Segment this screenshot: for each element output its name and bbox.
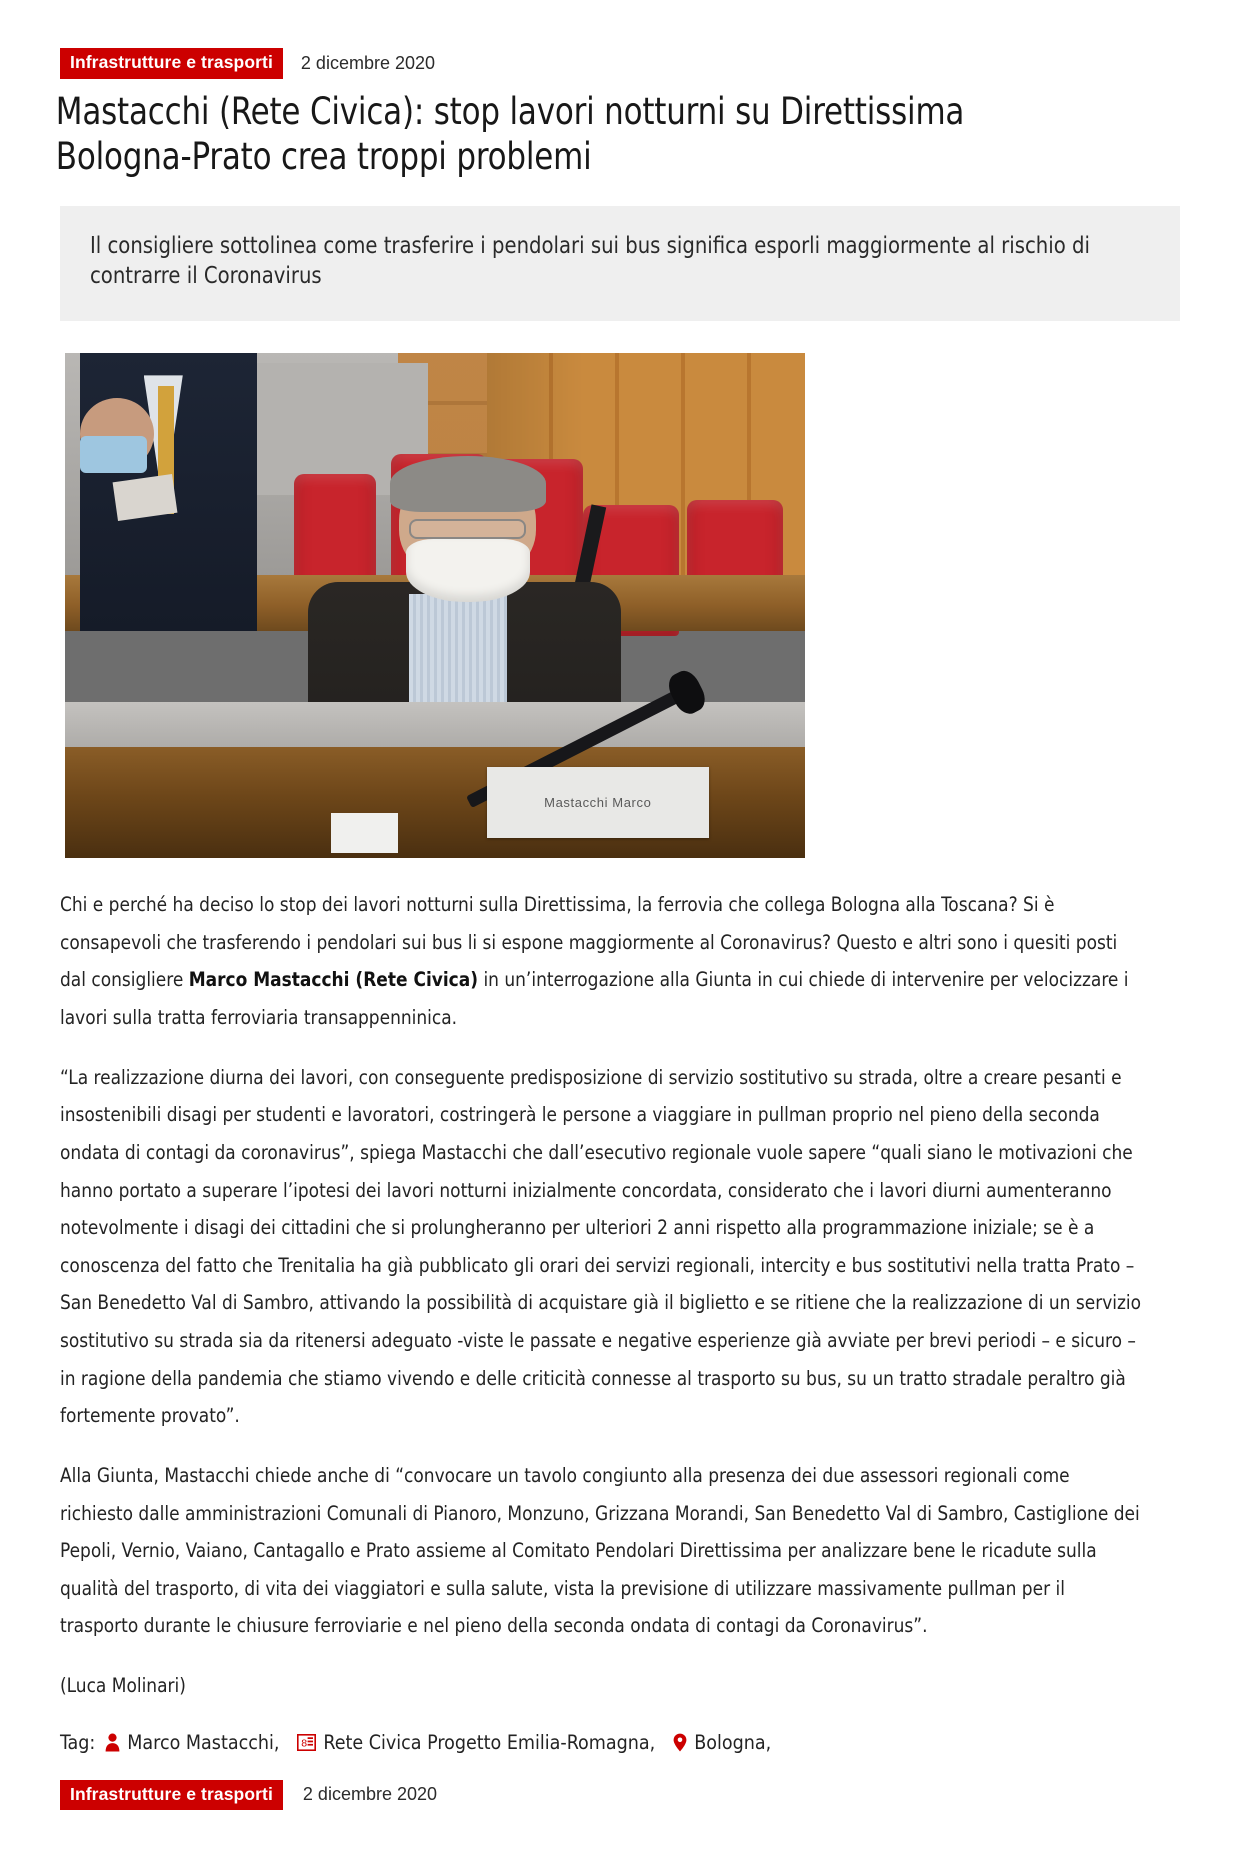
footer-category-badge[interactable]: Infrastrutture e trasporti xyxy=(60,1780,283,1811)
photo-nameplate xyxy=(487,767,709,838)
footer-date: 2 dicembre 2020 xyxy=(302,1784,438,1805)
tag-item-person[interactable] xyxy=(105,1731,279,1754)
id-card-icon xyxy=(297,1734,316,1751)
kicker-row xyxy=(0,0,1240,79)
paragraph-1-part-a: Chi e perché ha deciso lo stop dei lavori notturni sulla Direttissima, la ferrovia che collega Bologna alla Toscana? Si è consapevoli che trasferendo i pendolari sui bus li si espone maggiormente al Coronavirus? Questo e altri sono i quesiti posti dal consigliere xyxy=(60,893,1118,992)
photo-nameplate-text: Mastacchi Marco xyxy=(544,795,652,811)
svg-text:8: 8 xyxy=(301,1737,308,1750)
page-title: Mastacchi (Rete Civica): stop lavori notturni su Direttissima Bologna-Prato crea troppi problemi xyxy=(55,89,965,179)
tag-item-party[interactable] xyxy=(297,1731,655,1754)
paragraph-3: Alla Giunta, Mastacchi chiede anche di “convocare un tavolo congiunto alla presenza dei due assessori regionali come richiesto dalle amministrazioni Comunali di Pianoro, Monzuno, Grizzana Morandi, San Benedetto Val di Sambro, Castiglione dei Pepoli, Vernio, Vaiano, Cantagallo e Prato assieme al Comitato Pendolari Direttissima per analizzare bene le ricadute sulla qualità del trasporto, di vita dei viaggiatori e sulla salute, vista la previsione di utilizzare massivamente pullman per il trasporto durante le chiusure ferroviarie e nel pieno della seconda ondata di contagi da Coronavirus”. xyxy=(60,1463,1140,1638)
byline: (Luca Molinari) xyxy=(60,1674,186,1697)
photo-paper-card xyxy=(331,813,398,853)
tag-label: Tag: xyxy=(60,1730,96,1754)
article-photo xyxy=(65,353,805,858)
photo-subject-glasses xyxy=(409,519,526,539)
paragraph-1 xyxy=(60,886,1146,1037)
tag-item-location[interactable] xyxy=(673,1731,771,1754)
summary-box xyxy=(60,206,1180,321)
paragraph-1-part-b: in un’interrogazione alla Giunta in cui chiede di intervenire per velocizzare i lavori sulla tratta ferroviaria transappenninica. xyxy=(60,968,1129,1029)
tag-item-location-label: Bologna, xyxy=(694,1730,772,1754)
tag-row xyxy=(0,1727,1240,1754)
category-badge[interactable]: Infrastrutture e trasporti xyxy=(60,48,283,79)
tag-item-party-label: Rete Civica Progetto Emilia-Romagna, xyxy=(323,1730,656,1754)
article-body xyxy=(0,886,1240,1705)
paragraph-1-bold: Marco Mastacchi (Rete Civica) xyxy=(188,968,479,992)
summary-text: Il consigliere sottolinea come trasferire i pendolari sui bus significa esporli maggiormente al rischio di contrarre il Coronavirus xyxy=(90,233,1090,289)
photo-background-person xyxy=(80,353,258,631)
photo-subject-face-mask xyxy=(406,539,530,602)
tag-item-person-label: Marco Mastacchi, xyxy=(127,1730,280,1754)
photo-subject-hair xyxy=(390,456,546,511)
photo-person-mask xyxy=(80,436,147,472)
paragraph-2: “La realizzazione diurna dei lavori, con conseguente predisposizione di servizio sostitutivo su strada, oltre a creare pesanti e insostenibili disagi per studenti e lavoratori, costringerà le persone a viaggiare in pullman proprio nel pieno della seconda ondata di contagi da coronavirus”, spiega Mastacchi che dall’esecutivo regionale vuole sapere “quali siano le motivazioni che hanno portato a superare l’ipotesi dei lavori notturni inizialmente concordata, considerato che i lavori diurni aumenteranno notevolmente i disagi dei cittadini che si prolungheranno per ulteriori 2 anni rispetto alla programmazione iniziale; se è a conoscenza del fatto che Trenitalia ha già pubblicato gli orari dei servizi regionali, intercity e bus sostitutivi nella tratta Prato – San Benedetto Val di Sambro, attivando la possibilità di acquistare già il biglietto e se ritiene che la realizzazione di un servizio sostitutivo su strada sia da ritenersi adeguato -viste le passate e negative esperienze già avviate per brevi periodi – e sicuro – in ragione della pandemia che stiamo vivendo e delle criticità connesse al trasporto su bus, su un tratto stradale peraltro già fortemente provato”. xyxy=(60,1065,1142,1428)
publish-date: 2 dicembre 2020 xyxy=(300,52,436,73)
footer-row xyxy=(0,1754,1240,1850)
location-pin-icon xyxy=(673,1733,687,1752)
person-icon xyxy=(105,1733,120,1752)
